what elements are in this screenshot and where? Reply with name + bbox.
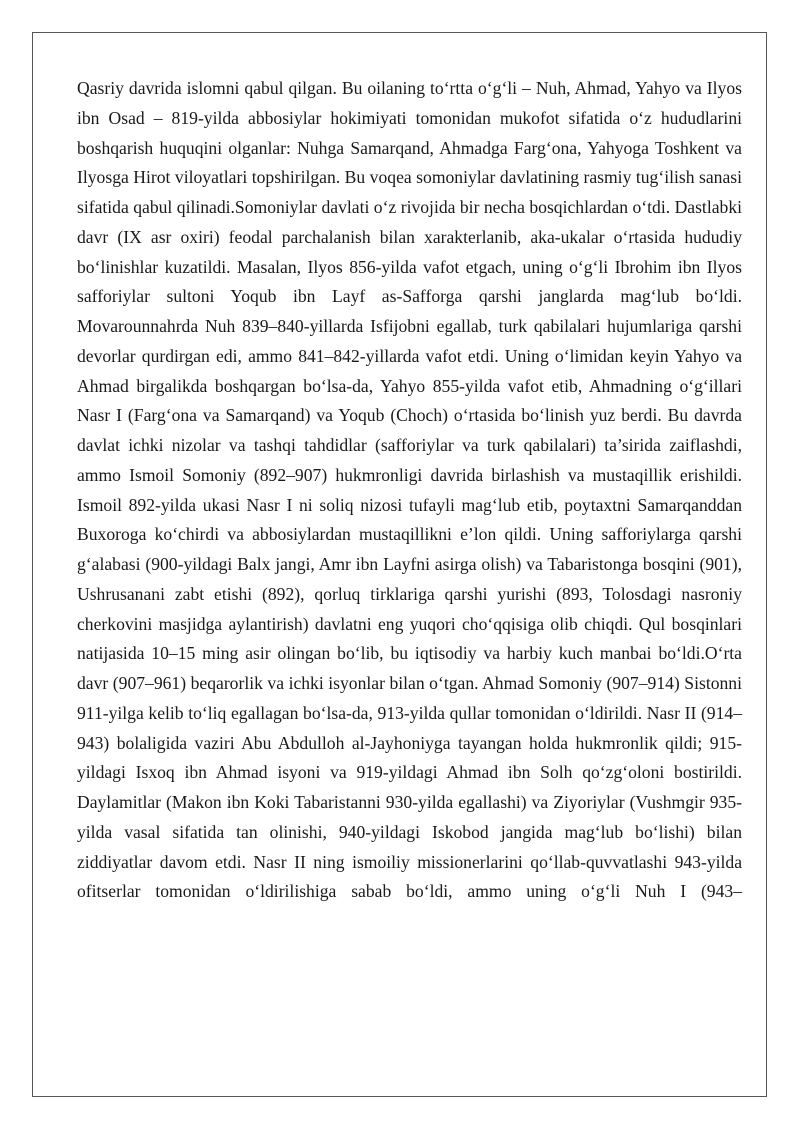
body-paragraph: Qasriy davrida islomni qabul qilgan. Bu oilaning to‘rtta o‘g‘li – Nuh, Ahmad, Yahyo va Ilyos ibn Osad – 819-yilda abbosiylar hokimiyati tomonidan mukofot sifatida o‘z hududlarini boshqarish huquqini olganlar: Nuhga Samarqand, Ahmadga Farg‘ona, Yahyoga Toshkent va Ilyosga Hirot viloyatlari topshirilgan. Bu voqea somoniylar davlatining rasmiy tug‘ilish sanasi sifatida qabul qilinadi.Somoniylar davlati o‘z rivojida bir necha bosqichlardan o‘tdi. Dastlabki davr (IX asr oxiri) feodal parchalanish bilan xarakterlanib, aka-ukalar o‘rtasida hududiy bo‘linishlar kuzatildi. Masalan, Ilyos 856-yilda vafot etgach, uning o‘g‘li Ibrohim ibn Ilyos safforiylar sultoni Yoqub ibn Layf as-Safforga qarshi janglarda mag‘lub bo‘ldi. Movarounnahrda Nuh 839–840-yillarda Isfijobni egallab, turk qabilalari hujumlariga qarshi devorlar qurdirgan edi, ammo 841–842-yillarda vafot etdi. Uning o‘limidan keyin Yahyo va Ahmad birgalikda boshqargan bo‘lsa-da, Yahyo 855-yilda vafot etib, Ahmadning o‘g‘illari Nasr I (Farg‘ona va Samarqand) va Yoqub (Choch) o‘rtasida bo‘linish yuz berdi. Bu davrda davlat ichki nizolar va tashqi tahdidlar (safforiylar va turk qabilalari) ta’sirida zaiflashdi, ammo Ismoil Somoniy (892–907) hukmronligi davrida birlashish va mustaqillik erishildi. Ismoil 892-yilda ukasi Nasr I ni soliq nizosi tufayli mag‘lub etib, poytaxtni Samarqanddan Buxoroga ko‘chirdi va abbosiylardan mustaqillikni e’lon qildi. Uning safforiylarga qarshi g‘alabasi (900-yildagi Balx jangi, Amr ibn Layfni asirga olish) va Tabaristonga bosqini (901), Ushrusanani zabt etishi (892), qorluq tirklariga qarshi yurishi (893, Tolosdagi nasroniy cherkovini masjidga aylantirish) davlatni eng yuqori cho‘qqisiga olib chiqdi. Qul bosqinlari natijasida 10–15 ming asir olingan bo‘lib, bu iqtisodiy va harbiy kuch manbai bo‘ldi.O‘rta davr (907–961) beqarorlik va ichki isyonlar bilan o‘tgan. Ahmad Somoniy (907–914) Sistonni 911-yilga kelib to‘liq egallagan bo‘lsa-da, 913-yilda qullar tomonidan o‘ldirildi. Nasr II (914–943) bolaligida vaziri Abu Abdulloh al-Jayhoniyga tayangan holda hukmronlik qildi; 915-yildagi Isxoq ibn Ahmad isyoni va 919-yildagi Ahmad ibn Solh qo‘zg‘oloni bostirildi. Daylamitlar (Makon ibn Koki Tabaristanni 930-yilda egallashi) va Ziyoriylar (Vushmgir 935-yilda vasal sifatida tan olinishi, 940-yildagi Iskobod jangida mag‘lub bo‘lishi) bilan ziddiyatlar davom etdi. Nasr II ning ismoiliy missionerlarini qo‘llab-quvvatlashi 943-yilda ofitserlar tomonidan o‘ldirilishiga sabab bo‘ldi, ammo uning o‘g‘li Nuh I (943– — [77, 78, 742, 902]
